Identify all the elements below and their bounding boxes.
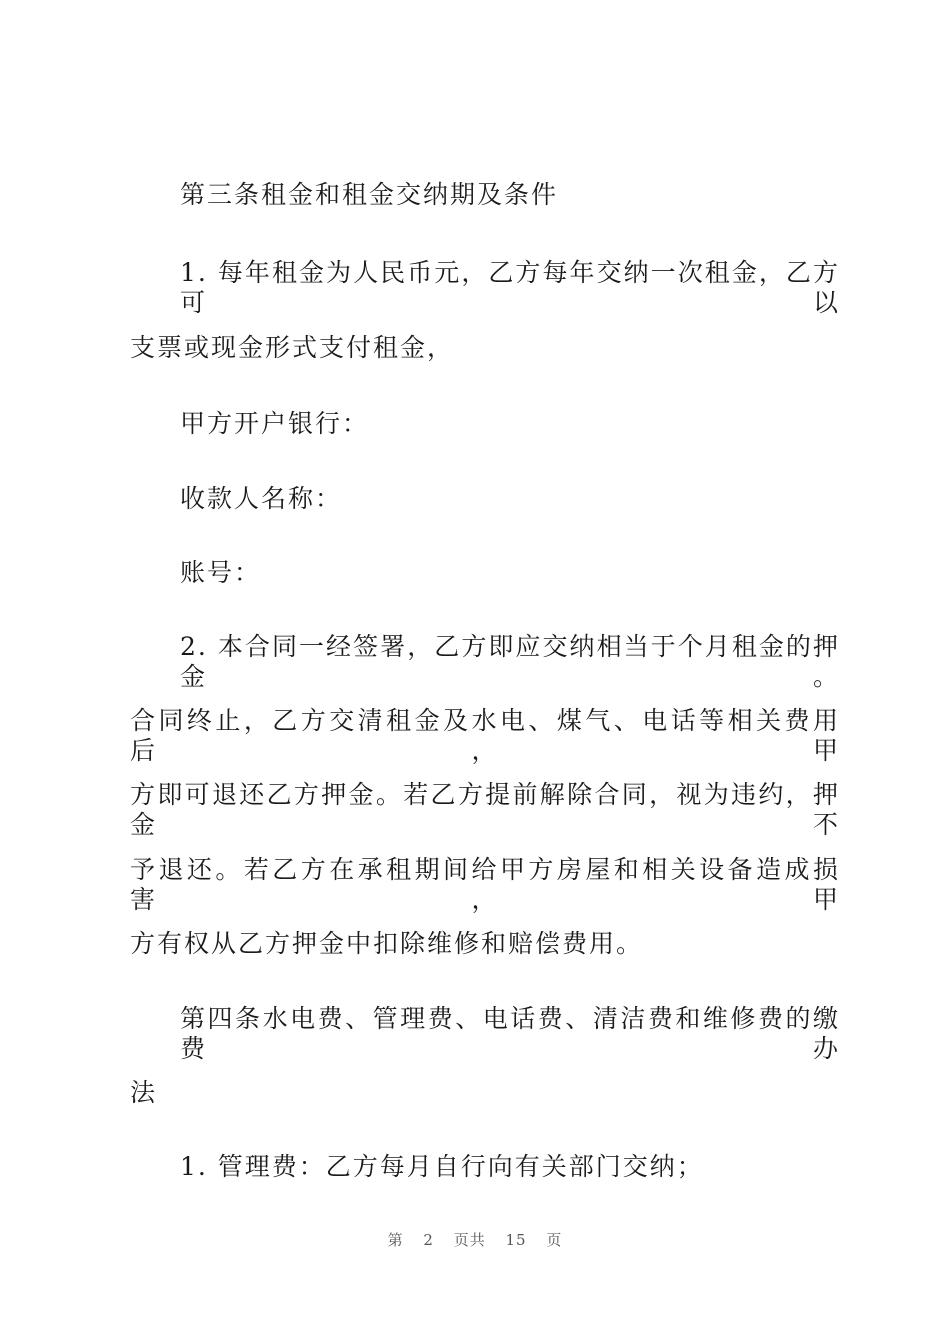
footer-page-number: 2 bbox=[423, 1231, 434, 1249]
paragraph-line: 合同终止，乙方交清租金及水电、煤气、电话等相关费用后，甲 bbox=[130, 706, 840, 765]
footer-total-pages: 15 bbox=[505, 1231, 527, 1249]
paragraph-line: 方即可退还乙方押金。若乙方提前解除合同，视为违约，押金不 bbox=[130, 780, 840, 839]
paragraph-line: 2. 本合同一经签署，乙方即应交纳相当于个月租金的押金。 bbox=[180, 632, 840, 691]
paragraph-line: 甲方开户银行： bbox=[180, 409, 370, 438]
paragraph-line: 予退还。若乙方在承租期间给甲方房屋和相关设备造成损害，甲 bbox=[130, 855, 840, 914]
paragraph-line: 账号： bbox=[180, 558, 262, 587]
paragraph-line: 收款人名称： bbox=[180, 484, 343, 513]
section-heading: 法 bbox=[130, 1078, 158, 1107]
page-footer bbox=[0, 1229, 950, 1250]
footer-mid: 页共 bbox=[453, 1231, 486, 1249]
paragraph-line: 方有权从乙方押金中扣除维修和赔偿费用。 bbox=[130, 929, 644, 958]
section-heading: 第三条租金和租金交纳期及条件 bbox=[180, 180, 559, 209]
paragraph-line: 1. 每年租金为人民币元，乙方每年交纳一次租金，乙方可以 bbox=[180, 258, 840, 317]
footer-prefix: 第 bbox=[387, 1231, 404, 1249]
footer-suffix: 页 bbox=[546, 1231, 563, 1249]
paragraph-line: 支票或现金形式支付租金， bbox=[130, 333, 455, 362]
paragraph-line: 1. 管理费：乙方每月自行向有关部门交纳； bbox=[180, 1152, 704, 1181]
section-heading: 第四条水电费、管理费、电话费、清洁费和维修费的缴费办 bbox=[180, 1004, 840, 1063]
